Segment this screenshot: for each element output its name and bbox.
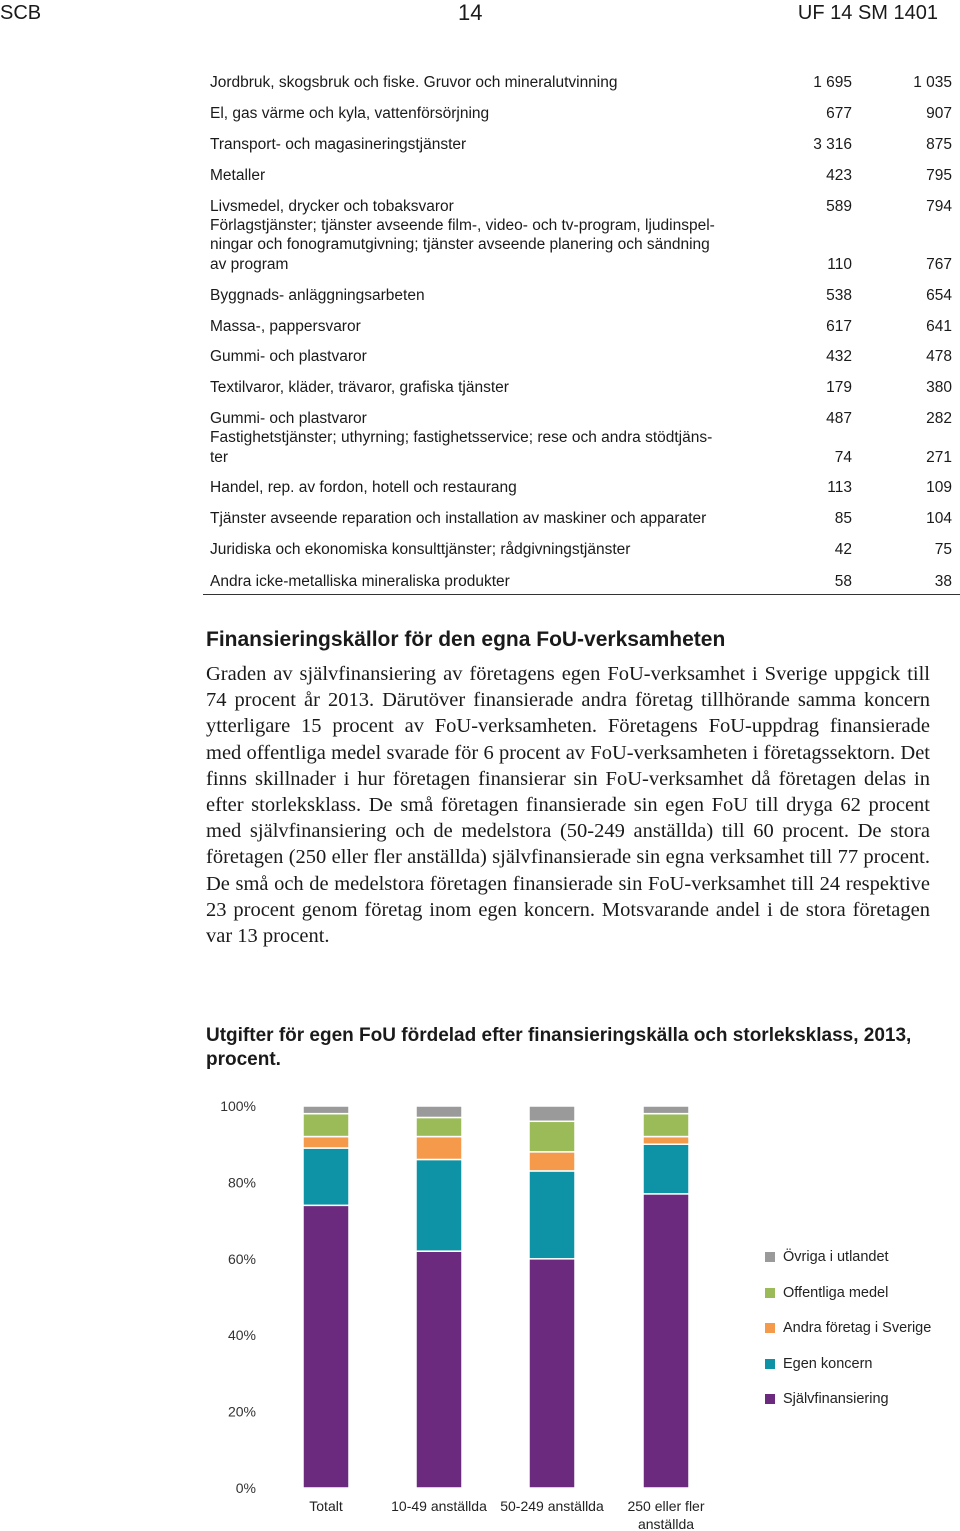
figure-heading: Utgifter för egen FoU fördelad efter finansieringskälla och storleksklass, 2013, procent.: [206, 1025, 912, 1070]
row-label: av program: [210, 256, 289, 273]
row-value-2: 478: [926, 348, 952, 365]
x-tick-label: 10-49 anställda: [391, 1498, 487, 1514]
row-value-2: 282: [926, 410, 952, 427]
row-value-2: 75: [934, 541, 952, 558]
row-value-1: 58: [834, 573, 852, 590]
row-value-1: 677: [826, 105, 852, 122]
row-value-2: 794: [926, 198, 952, 215]
bar-segment: [416, 1137, 462, 1160]
row-value-2: 380: [926, 379, 952, 396]
row-value-1: 423: [826, 167, 852, 184]
bar-segment: [303, 1205, 349, 1488]
row-label: Transport- och magasineringstjänster: [210, 136, 467, 153]
row-label: Handel, rep. av fordon, hotell och restaurang: [210, 479, 517, 496]
row-label: Förlagstjänster; tjänster avseende film-, video- och tv-program, ljudinspel-: [210, 217, 715, 234]
bar-segment: [416, 1117, 462, 1136]
row-value-2: 875: [926, 136, 952, 153]
row-label: Andra icke-metalliska mineraliska produkter: [210, 573, 510, 590]
bar-segment: [303, 1106, 349, 1114]
bar-segment: [303, 1114, 349, 1137]
row-label: Livsmedel, drycker och tobaksvaror: [210, 198, 454, 215]
bar-segment: [416, 1251, 462, 1488]
legend-label: Andra företag i Sverige: [783, 1320, 932, 1336]
row-label: Textilvaror, kläder, trävaror, grafiska tjänster: [210, 379, 509, 396]
row-value-2: 795: [926, 167, 952, 184]
row-label: Massa-, pappersvaror: [210, 318, 361, 335]
x-tick-label: 250 eller fler: [627, 1498, 705, 1514]
row-value-1: 1 695: [813, 74, 852, 91]
row-value-1: 110: [827, 256, 852, 273]
bar-segment: [529, 1152, 575, 1171]
bar-segment: [643, 1106, 689, 1114]
bar-segment: [303, 1137, 349, 1148]
page-header: [0, 0, 960, 30]
legend-label: Egen koncern: [783, 1356, 873, 1372]
row-value-1: 3 316: [813, 136, 852, 153]
row-value-2: 907: [926, 105, 952, 122]
row-value-2: 104: [926, 510, 952, 527]
row-value-1: 113: [827, 479, 852, 496]
row-label: Gummi- och plastvaror: [210, 348, 367, 365]
row-value-2: 641: [926, 318, 952, 335]
x-tick-label: anställda: [637, 1516, 695, 1531]
row-value-1: 487: [826, 410, 852, 427]
row-value-1: 617: [826, 318, 852, 335]
bar-segment: [416, 1106, 462, 1117]
legend-swatch: [765, 1359, 775, 1369]
bar-segment: [643, 1137, 689, 1145]
stacked-bar-chart: [200, 1088, 940, 1531]
table-bottom-rule: [203, 594, 960, 595]
bar-segment: [529, 1171, 575, 1259]
bar-segment: [303, 1148, 349, 1205]
bar-segment: [643, 1114, 689, 1137]
row-label: Byggnads- anläggningsarbeten: [210, 287, 425, 304]
row-value-1: 42: [834, 541, 852, 558]
row-value-1: 432: [826, 348, 852, 365]
row-value-2: 767: [926, 256, 952, 273]
row-value-2: 1 035: [913, 74, 952, 91]
y-tick-label: 20%: [227, 1403, 256, 1420]
row-label: Metaller: [210, 167, 266, 184]
row-label: ter: [210, 449, 229, 466]
y-tick-label: 100%: [220, 1098, 256, 1114]
row-value-1: 538: [826, 287, 852, 304]
row-label: Jordbruk, skogsbruk och fiske. Gruvor och mineralutvinning: [210, 74, 618, 91]
y-tick-label: 80%: [227, 1174, 256, 1191]
section-heading: Finansieringskällor för den egna FoU-verksamheten: [206, 628, 726, 651]
row-value-1: 74: [834, 449, 852, 466]
bar-segment: [643, 1194, 689, 1488]
row-value-2: 38: [934, 573, 952, 590]
row-value-2: 654: [926, 287, 952, 304]
row-label: Juridiska och ekonomiska konsulttjänster; rådgivningstjänster: [210, 541, 631, 558]
row-value-1: 179: [826, 379, 852, 396]
x-tick-label: Totalt: [309, 1498, 343, 1514]
legend-label: Offentliga medel: [783, 1285, 889, 1301]
row-label: Tjänster avseende reparation och installation av maskiner och apparater: [210, 510, 707, 527]
row-value-1: 85: [834, 510, 852, 527]
y-tick-label: 60%: [227, 1250, 256, 1267]
row-label: Fastighetstjänster; uthyrning; fastighetsservice; rese och andra stödtjäns-: [210, 429, 713, 446]
bar-segment: [643, 1144, 689, 1194]
legend-swatch: [765, 1394, 775, 1404]
bar-segment: [529, 1121, 575, 1152]
body-paragraph: Graden av självfinansiering av företagens egen FoU-verksamhet i Sverige uppgick till 74 procent år 2013. Därutöver finansierade andra företag tillhörande samma koncern ytterligare 15 procent av FoU-verksamheten. Företagens FoU-uppdrag finansierade med offentliga medel svarade för 6 procent av FoU-verksamheten i företagssektorn. Det finns skillnader i hur företagen finansierar sin FoU-verksamhet då företagen delas in efter storleksklass. De små företagen finansierade sin egen FoU till dryga 62 procent med självfinansiering och de medelstora (50-249 anställda) till 60 procent. De stora företagen (250 eller fler anställda) självfinansierade sin egna verksamhet till 77 procent. De små och de medelstora företagen finansierade sin FoU-verksamhet till 24 respektive 23 procent genom företag inom egen koncern. Motsvarande andel i de stora företagen var 13 procent.: [206, 663, 930, 948]
row-label: El, gas värme och kyla, vattenförsörjning: [210, 105, 490, 122]
y-tick-label: 0%: [235, 1480, 256, 1496]
report-id: UF 14 SM 1401: [797, 2, 938, 24]
legend-swatch: [765, 1252, 775, 1262]
y-tick-label: 40%: [227, 1327, 256, 1344]
legend-swatch: [765, 1288, 775, 1298]
row-value-2: 271: [926, 449, 952, 466]
header-org: SCB: [0, 2, 42, 24]
bar-segment: [416, 1159, 462, 1251]
legend-swatch: [765, 1323, 775, 1333]
legend-label: Övriga i utlandet: [783, 1249, 889, 1265]
bar-segment: [529, 1259, 575, 1488]
bar-segment: [529, 1106, 575, 1121]
row-label: ningar och fonogramutgivning; tjänster avseende planering och sändning: [210, 236, 710, 253]
row-label: Gummi- och plastvaror: [210, 410, 367, 427]
legend-label: Självfinansiering: [783, 1391, 889, 1407]
row-value-2: 109: [926, 479, 952, 496]
row-value-1: 589: [826, 198, 852, 215]
x-tick-label: 50-249 anställda: [500, 1498, 604, 1514]
page-number: 14: [458, 0, 483, 25]
